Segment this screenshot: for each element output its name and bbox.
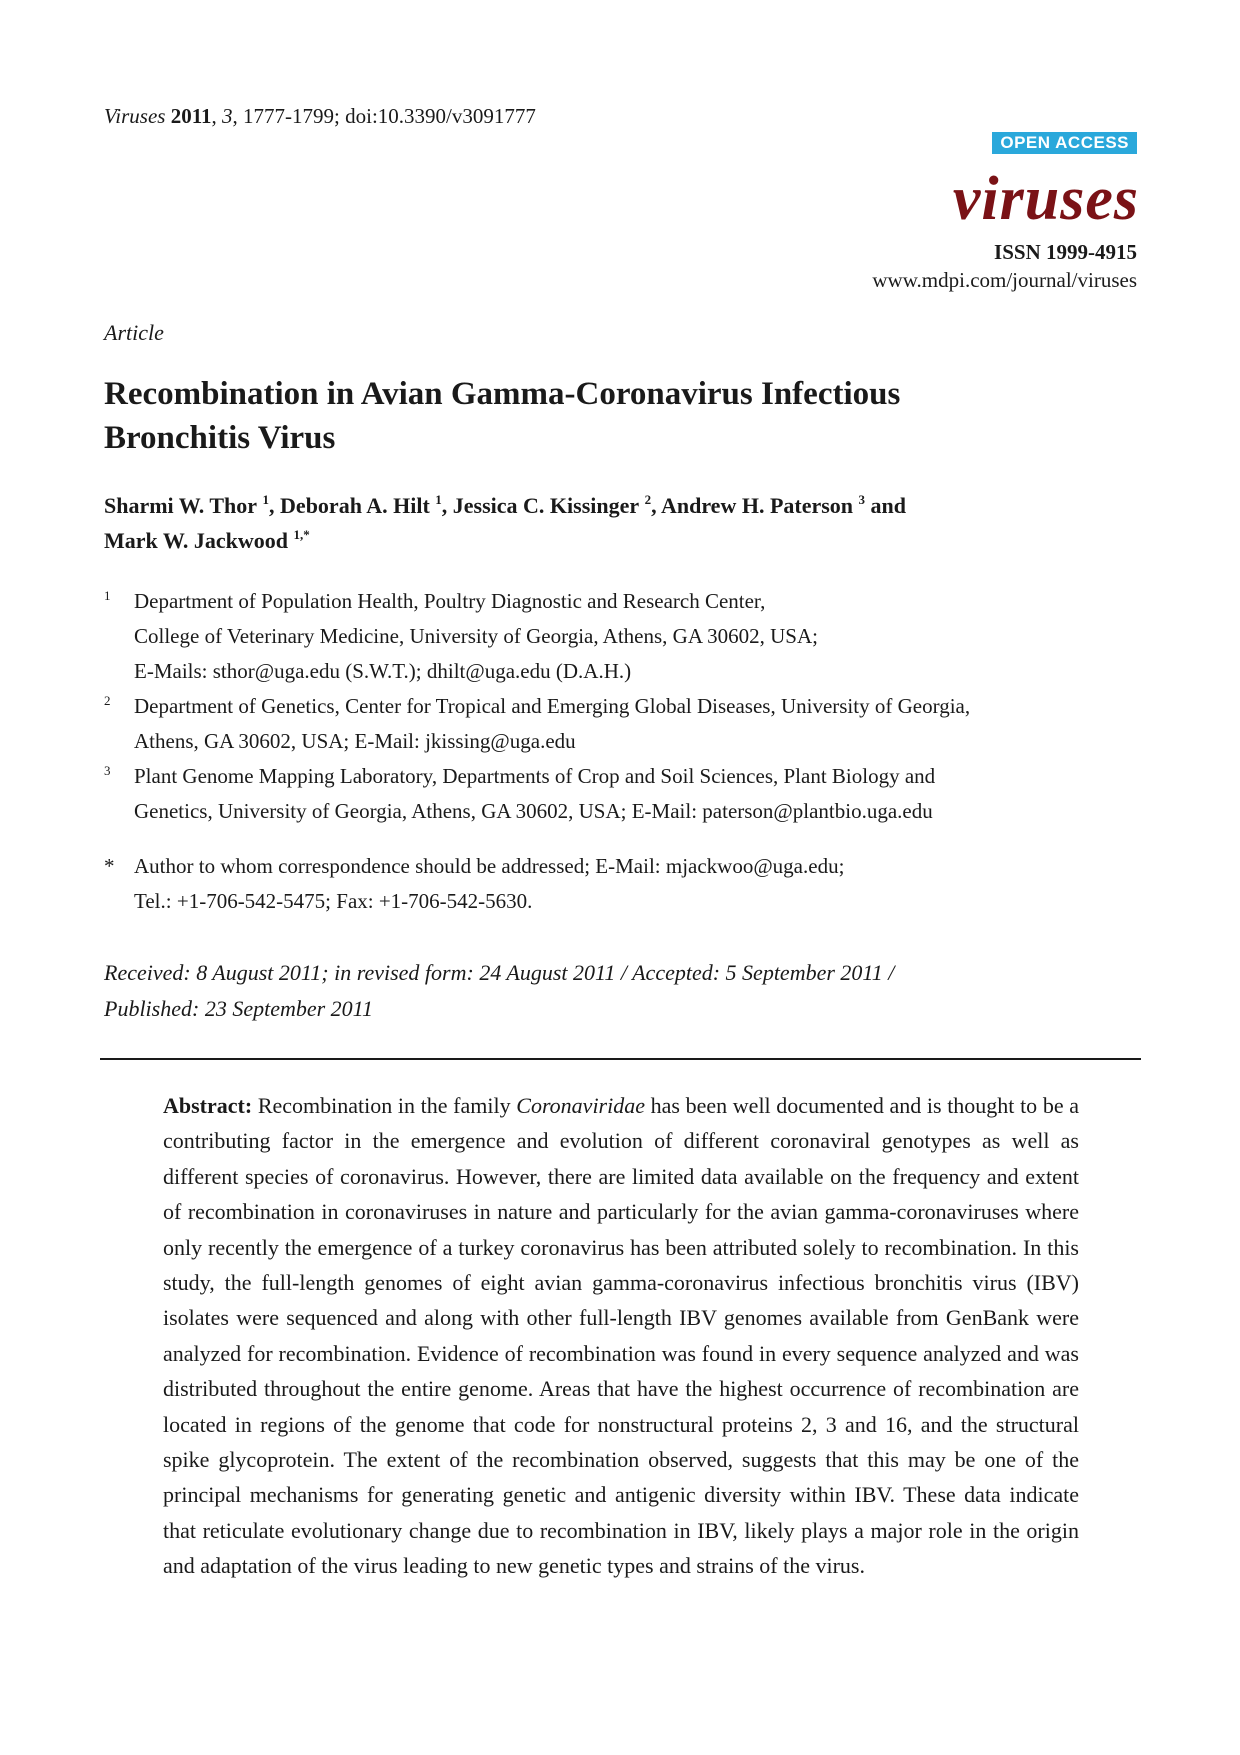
journal-name: Viruses bbox=[104, 104, 166, 128]
correspondence-text: Author to whom correspondence should be addressed; E-Mail: mjackwoo@uga.edu; bbox=[134, 854, 845, 878]
affiliation-3 bbox=[104, 759, 1144, 829]
affiliation-number: 2 bbox=[104, 693, 111, 708]
affiliation-text: Department of Genetics, Center for Tropical and Emerging Global Diseases, University of Georgia, bbox=[134, 694, 971, 718]
affiliation-ref: 2 bbox=[644, 492, 652, 507]
correspondence-note bbox=[104, 849, 1144, 919]
volume: 3 bbox=[222, 104, 233, 128]
correspondence-contact: Tel.: +1-706-542-5475; Fax: +1-706-542-5630. bbox=[134, 889, 533, 913]
affiliation-email: E-Mails: sthor@uga.edu (S.W.T.); dhilt@uga.edu (D.A.H.) bbox=[134, 659, 632, 683]
conjunction: and bbox=[865, 493, 907, 518]
citation-line: Viruses 2011, 3, 1777-1799; doi:10.3390/v3091777 bbox=[104, 104, 536, 128]
author-name: , Deborah A. Hilt bbox=[269, 493, 430, 518]
author-line-2 bbox=[104, 523, 1104, 558]
abstract-label: Abstract: bbox=[163, 1093, 253, 1118]
author-name: Mark W. Jackwood bbox=[104, 528, 288, 553]
affiliation-ref: 1 bbox=[262, 492, 270, 507]
journal-logo: viruses bbox=[952, 165, 1139, 233]
abstract-text: has been well documented and is thought to be a contributing factor in the emergence and evolution of different coronaviral genotypes as well as different species of coronavirus. However, there are limited data available on the frequency and extent of recombination in coronaviruses in nature and particularly for the avian gamma-coronaviruses where only recently the emergence of a turkey coronavirus has been attributed solely to recombination. In this study, the full-length genomes of eight avian gamma-coronavirus infectious bronchitis virus (IBV) isolates were sequenced and along with other full-length IBV genomes available from GenBank were analyzed for recombination. Evidence of recombination was found in every sequence analyzed and was distributed throughout the entire genome. Areas that have the highest occurrence of recombination are located in regions of the genome that code for nonstructural proteins 2, 3 and 16, and the structural spike glycoprotein. The extent of the recombination observed, suggests that this may be one of the principal mechanisms for generating genetic and antigenic diversity within IBV. These data indicate that reticulate evolutionary change due to recombination in IBV, likely plays a major role in the origin and adaptation of the virus leading to new genetic types and strains of the virus. bbox=[163, 1093, 1079, 1579]
abstract-taxon: Coronaviridae bbox=[516, 1093, 645, 1118]
affiliation-text: College of Veterinary Medicine, University of Georgia, Athens, GA 30602, USA; bbox=[134, 624, 818, 648]
author-name: , Jessica C. Kissinger bbox=[441, 493, 640, 518]
author-name: Sharmi W. Thor bbox=[104, 493, 258, 518]
journal-url[interactable]: www.mdpi.com/journal/viruses bbox=[872, 268, 1137, 292]
affiliation-number: 3 bbox=[104, 763, 111, 778]
affiliation-ref: 1,* bbox=[293, 527, 310, 542]
dates-line-2: Published: 23 September 2011 bbox=[104, 996, 374, 1021]
correspondence-mark: * bbox=[104, 854, 115, 878]
affiliation-email: Genetics, University of Georgia, Athens, GA 30602, USA; E-Mail: paterson@plantbio.uga.edu bbox=[134, 799, 933, 823]
author-list bbox=[104, 488, 1104, 558]
affiliation-number: 1 bbox=[104, 588, 111, 603]
author-line-1 bbox=[104, 488, 1104, 523]
title-line-2: Bronchitis Virus bbox=[104, 420, 336, 456]
affiliation-ref: 1 bbox=[435, 492, 442, 507]
affiliations bbox=[104, 584, 1144, 919]
open-access-badge: OPEN ACCESS bbox=[992, 132, 1137, 154]
section-divider bbox=[100, 1058, 1141, 1060]
affiliation-email: Athens, GA 30602, USA; E-Mail: jkissing@uga.edu bbox=[134, 729, 576, 753]
year: 2011 bbox=[170, 104, 212, 128]
affiliation-text: Department of Population Health, Poultry Diagnostic and Research Center, bbox=[134, 589, 766, 613]
affiliation-1 bbox=[104, 584, 1144, 689]
pages-doi: , 1777-1799; doi:10.3390/v3091777 bbox=[232, 104, 536, 128]
publication-dates bbox=[104, 955, 1124, 1027]
affiliation-2 bbox=[104, 689, 1144, 759]
title-line-1: Recombination in Avian Gamma-Coronavirus Infectious bbox=[104, 376, 901, 412]
author-name: , Andrew H. Paterson bbox=[651, 493, 854, 518]
article-type: Article bbox=[104, 320, 164, 345]
abstract-text: Recombination in the family bbox=[252, 1093, 517, 1118]
abstract bbox=[163, 1088, 1079, 1584]
affiliation-ref: 3 bbox=[858, 492, 866, 507]
paper-title bbox=[104, 372, 1084, 460]
issn: ISSN 1999-4915 bbox=[994, 240, 1137, 264]
affiliation-text: Plant Genome Mapping Laboratory, Departments of Crop and Soil Sciences, Plant Biology and bbox=[134, 764, 936, 788]
dates-line-1: Received: 8 August 2011; in revised form: 24 August 2011 / Accepted: 5 September 2011 / bbox=[104, 960, 895, 985]
